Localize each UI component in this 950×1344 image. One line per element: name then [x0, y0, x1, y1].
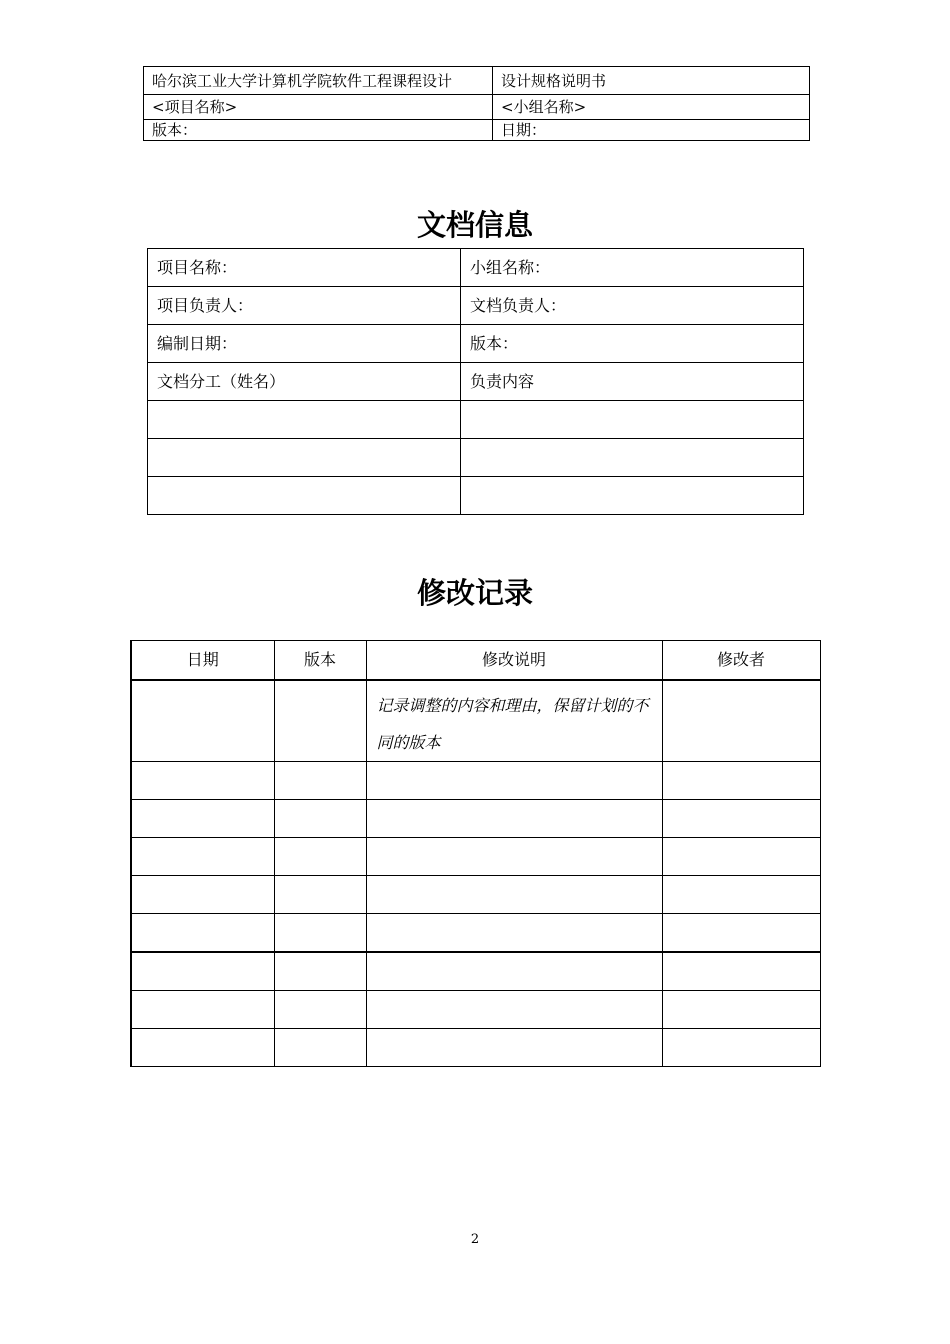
header-course-cell: 哈尔滨工业大学计算机学院软件工程课程设计: [144, 67, 493, 95]
revision-cell: [662, 680, 820, 762]
compile-date-label: 编制日期：: [148, 325, 461, 363]
responsibility-label: 负责内容: [461, 363, 804, 401]
revision-cell: [274, 914, 366, 953]
revision-cell: [274, 876, 366, 914]
revision-cell: [662, 1029, 820, 1067]
revision-cell: [274, 800, 366, 838]
page-number: 2: [470, 1232, 480, 1247]
doc-info-row: [148, 439, 804, 477]
doc-lead-label: 文档负责人：: [461, 287, 804, 325]
doc-info-cell: [148, 477, 461, 515]
header-project-name-cell: <项目名称>: [144, 95, 493, 120]
revision-cell: [131, 952, 274, 991]
doc-division-label: 文档分工（姓名）: [148, 363, 461, 401]
column-header-description: 修改说明: [366, 641, 662, 681]
header-row: [144, 95, 810, 120]
doc-info-row: [148, 325, 804, 363]
revision-cell: [131, 876, 274, 914]
revision-cell: [662, 838, 820, 876]
doc-info-table: [147, 248, 804, 515]
revision-cell: [274, 991, 366, 1029]
revision-row: [131, 800, 820, 838]
revision-cell: [274, 680, 366, 762]
column-header-modifier: 修改者: [662, 641, 820, 681]
revision-cell: [662, 762, 820, 800]
revision-row: [131, 680, 820, 762]
project-lead-label: 项目负责人：: [148, 287, 461, 325]
revision-row: [131, 914, 820, 953]
doc-info-row: [148, 401, 804, 439]
doc-info-row: [148, 363, 804, 401]
revision-header-row: [131, 641, 820, 681]
header-doc-type-cell: 设计规格说明书: [493, 67, 810, 95]
header-version-cell: 版本：: [144, 120, 493, 141]
revision-row: [131, 1029, 820, 1067]
revision-cell: [662, 800, 820, 838]
revision-cell: [662, 991, 820, 1029]
revision-record-title: 修改记录: [416, 576, 533, 610]
revision-cell: [274, 762, 366, 800]
doc-info-cell: [461, 439, 804, 477]
header-table: [143, 66, 810, 141]
project-name-label: 项目名称：: [148, 249, 461, 287]
doc-info-row: [148, 477, 804, 515]
revision-cell: [131, 762, 274, 800]
revision-cell: [274, 952, 366, 991]
revision-cell: [366, 800, 662, 838]
header-group-name-cell: <小组名称>: [493, 95, 810, 120]
revision-cell: [274, 838, 366, 876]
revision-cell: [662, 952, 820, 991]
revision-cell: [131, 838, 274, 876]
doc-info-cell: [148, 439, 461, 477]
column-header-version: 版本: [274, 641, 366, 681]
doc-info-row: [148, 249, 804, 287]
revision-cell: [662, 876, 820, 914]
revision-cell: [366, 952, 662, 991]
header-row: [144, 120, 810, 141]
revision-row: [131, 952, 820, 991]
revision-note: 记录调整的内容和理由，保留计划的不同的版本: [366, 680, 662, 762]
revision-row: [131, 876, 820, 914]
group-name-label: 小组名称：: [461, 249, 804, 287]
doc-info-cell: [461, 401, 804, 439]
revision-table: [130, 640, 821, 1067]
column-header-date: 日期: [131, 641, 274, 681]
doc-info-row: [148, 287, 804, 325]
revision-row: [131, 838, 820, 876]
revision-cell: [366, 991, 662, 1029]
header-date-cell: 日期：: [493, 120, 810, 141]
header-row: [144, 67, 810, 95]
doc-info-cell: [461, 477, 804, 515]
revision-cell: [131, 680, 274, 762]
doc-info-title: 文档信息: [416, 208, 533, 242]
revision-cell: [366, 838, 662, 876]
revision-cell: [131, 991, 274, 1029]
doc-info-cell: [148, 401, 461, 439]
revision-cell: [366, 1029, 662, 1067]
revision-cell: [131, 1029, 274, 1067]
revision-cell: [274, 1029, 366, 1067]
revision-row: [131, 762, 820, 800]
version-label: 版本：: [461, 325, 804, 363]
revision-cell: [131, 800, 274, 838]
revision-cell: [662, 914, 820, 953]
revision-row: [131, 991, 820, 1029]
revision-cell: [131, 914, 274, 953]
revision-cell: [366, 914, 662, 953]
revision-cell: [366, 876, 662, 914]
revision-cell: [366, 762, 662, 800]
